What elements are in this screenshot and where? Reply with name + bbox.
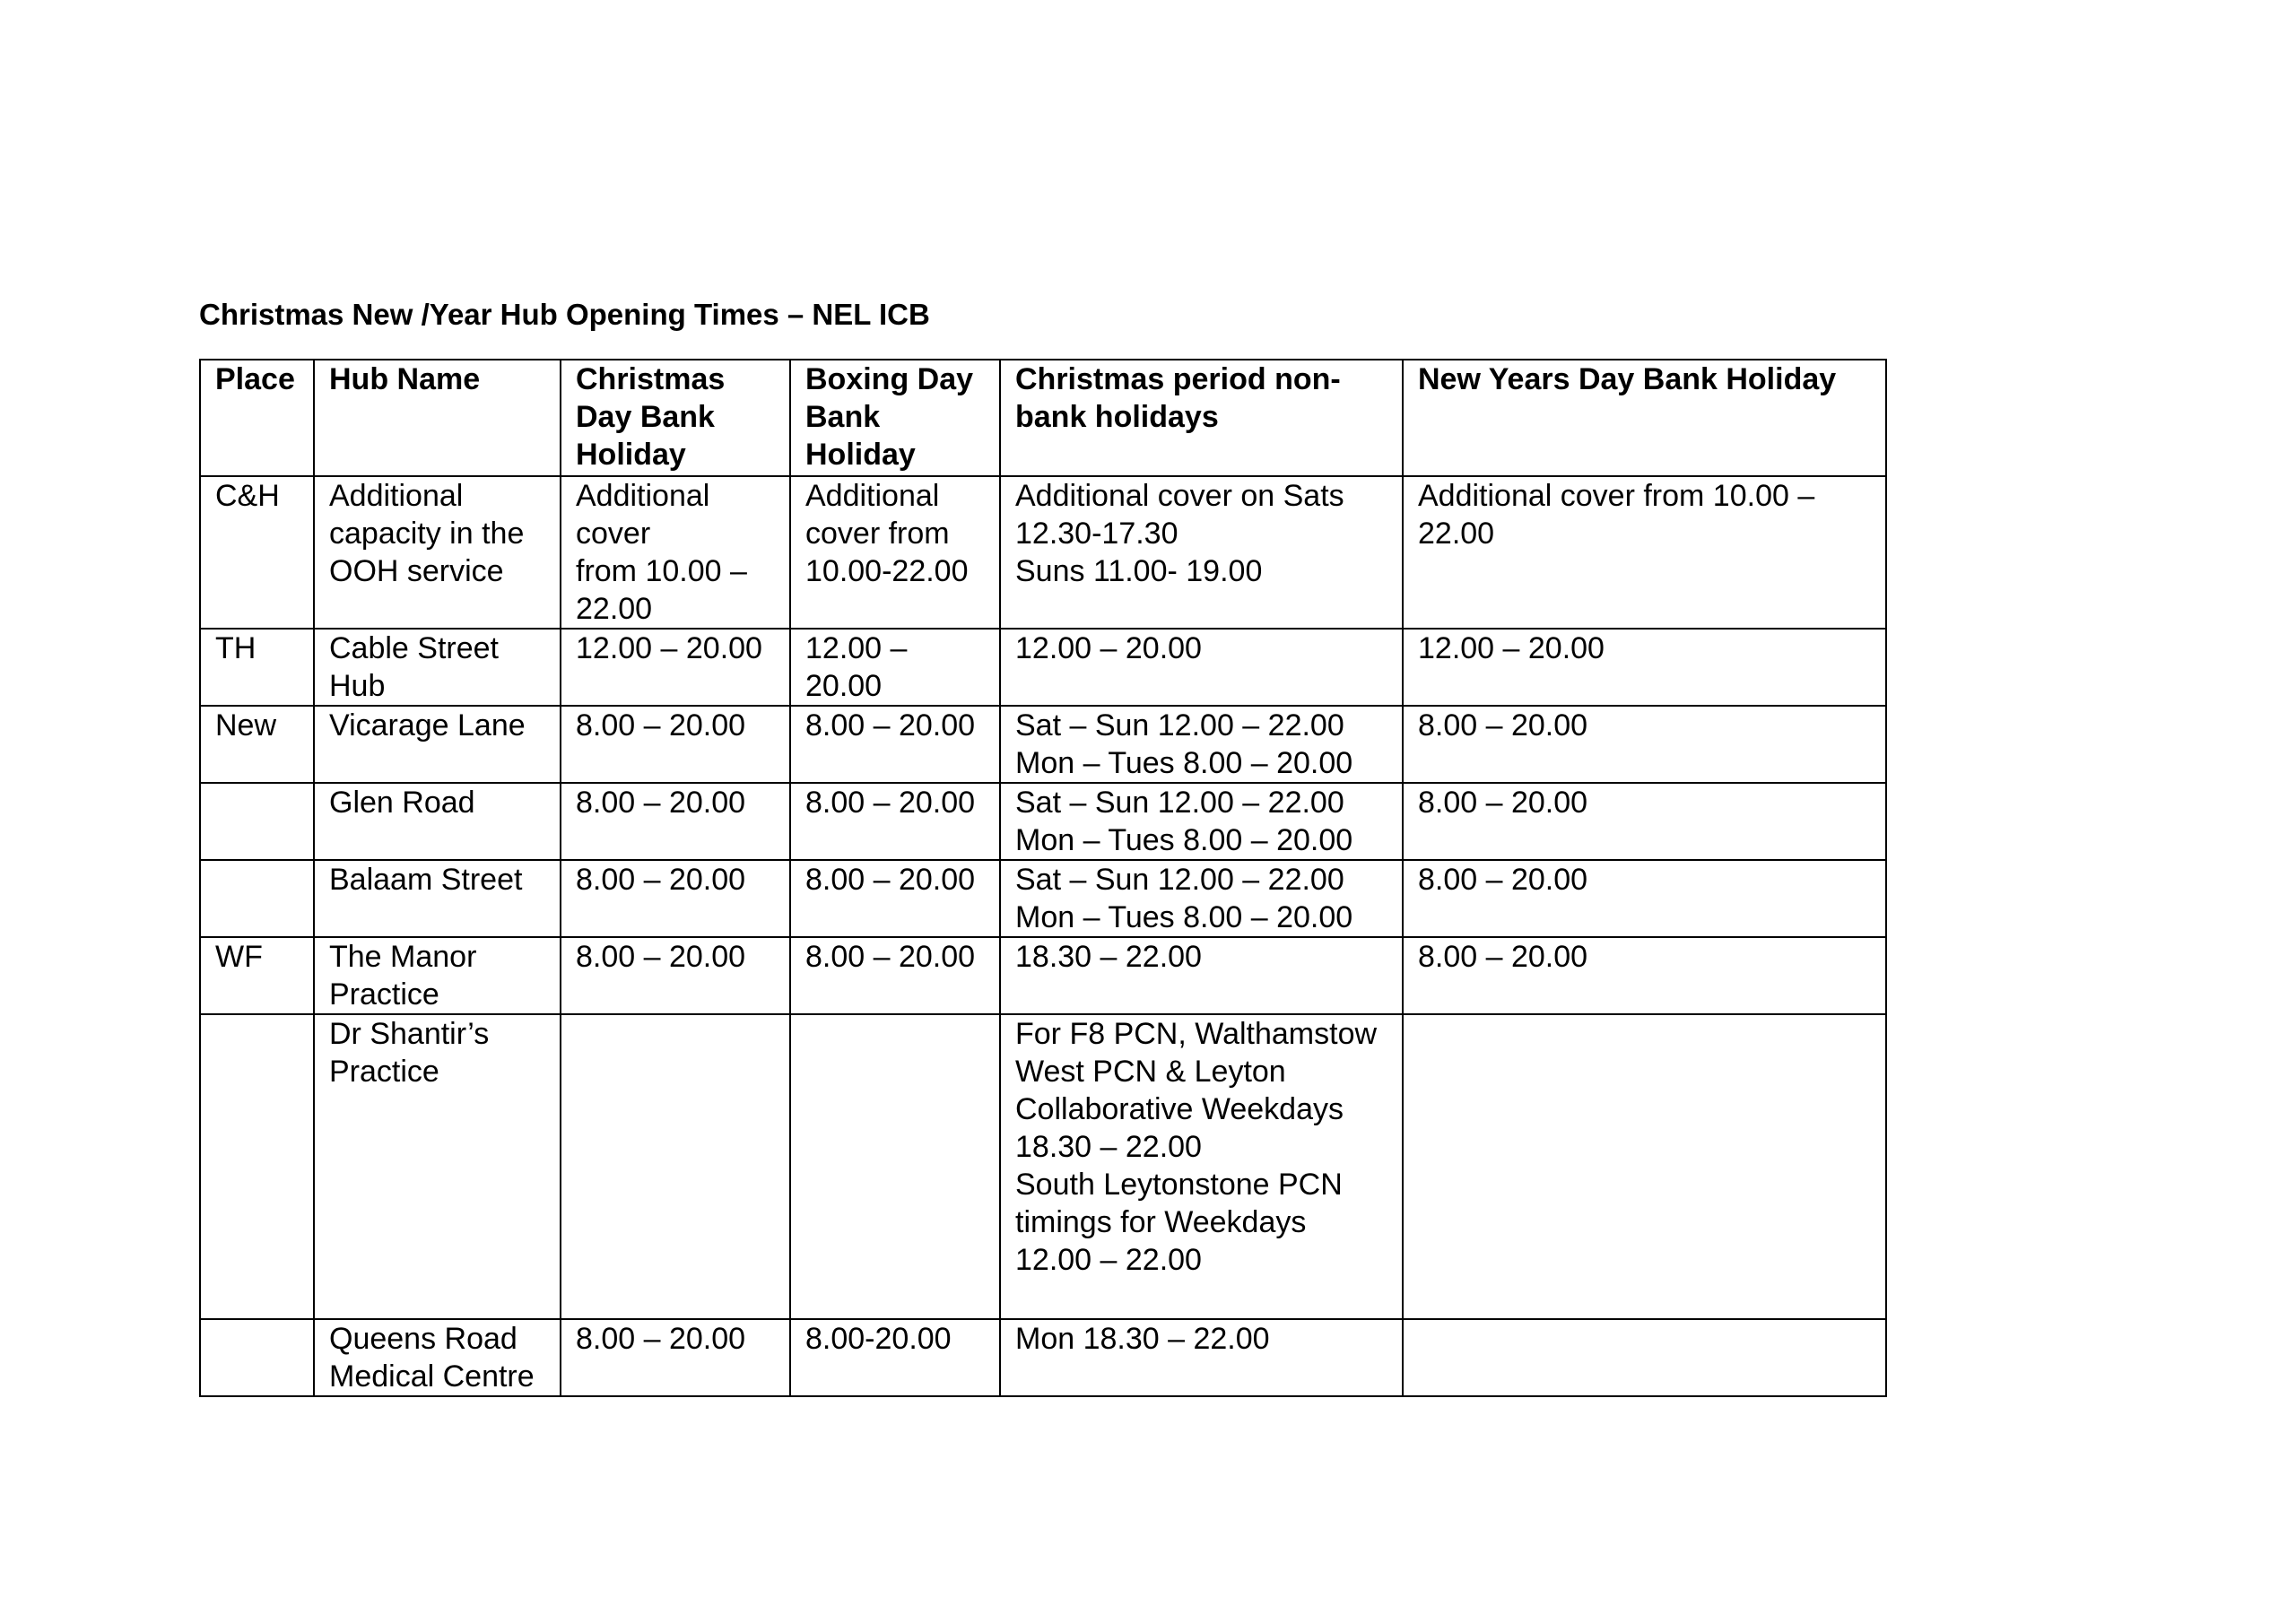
cell-boxing-day: 8.00 – 20.00 bbox=[790, 937, 1000, 1014]
cell-new-years-day: Additional cover from 10.00 – 22.00 bbox=[1403, 476, 1886, 629]
cell-new-years-day bbox=[1403, 1319, 1886, 1396]
header-hub-name: Hub Name bbox=[314, 360, 561, 476]
cell-christmas-period-text: For F8 PCN, Walthamstow West PCN & Leyton Collaborative Weekdays 18.30 – 22.00 South Leytonstone PCN timings for Weekdays 12.00 – 22.00 bbox=[1015, 1017, 1378, 1277]
cell-christmas-period-text: Sat – Sun 12.00 – 22.00 Mon – Tues 8.00 – 20.00 bbox=[1015, 863, 1353, 934]
cell-christmas-period bbox=[1000, 706, 1403, 783]
cell-christmas-period: 12.00 – 20.00 bbox=[1000, 629, 1403, 706]
cell-hub-name: Glen Road bbox=[314, 783, 561, 860]
header-christmas-day: Christmas Day Bank Holiday bbox=[561, 360, 790, 476]
cell-christmas-day: 8.00 – 20.00 bbox=[561, 706, 790, 783]
table-row bbox=[200, 476, 1886, 629]
cell-hub-name: The Manor Practice bbox=[314, 937, 561, 1014]
cell-christmas-day-text: Additional cover from 10.00 – 22.00 bbox=[576, 479, 747, 626]
cell-hub-name: Cable Street Hub bbox=[314, 629, 561, 706]
cell-place: C&H bbox=[200, 476, 314, 629]
cell-christmas-day: 8.00 – 20.00 bbox=[561, 783, 790, 860]
cell-place: New bbox=[200, 706, 314, 783]
cell-place bbox=[200, 860, 314, 937]
cell-new-years-day bbox=[1403, 1014, 1886, 1319]
cell-christmas-period bbox=[1000, 1014, 1403, 1319]
cell-christmas-period-text: Sat – Sun 12.00 – 22.00 Mon – Tues 8.00 – 20.00 bbox=[1015, 786, 1353, 857]
cell-new-years-day: 12.00 – 20.00 bbox=[1403, 629, 1886, 706]
cell-christmas-period: 18.30 – 22.00 bbox=[1000, 937, 1403, 1014]
cell-place: TH bbox=[200, 629, 314, 706]
cell-hub-name: Vicarage Lane bbox=[314, 706, 561, 783]
cell-boxing-day: 8.00 – 20.00 bbox=[790, 706, 1000, 783]
cell-place bbox=[200, 1319, 314, 1396]
cell-hub-name: Additional capacity in the OOH service bbox=[314, 476, 561, 629]
cell-christmas-period bbox=[1000, 783, 1403, 860]
cell-place bbox=[200, 783, 314, 860]
cell-hub-name: Balaam Street bbox=[314, 860, 561, 937]
table-row bbox=[200, 937, 1886, 1014]
table-row bbox=[200, 783, 1886, 860]
cell-hub-name: Dr Shantir’s Practice bbox=[314, 1014, 561, 1319]
cell-boxing-day: 12.00 – 20.00 bbox=[790, 629, 1000, 706]
hub-opening-times-table bbox=[199, 359, 1887, 1397]
cell-new-years-day: 8.00 – 20.00 bbox=[1403, 706, 1886, 783]
cell-christmas-day bbox=[561, 1014, 790, 1319]
cell-christmas-day: 12.00 – 20.00 bbox=[561, 629, 790, 706]
table-row bbox=[200, 1014, 1886, 1319]
cell-christmas-day: 8.00 – 20.00 bbox=[561, 1319, 790, 1396]
cell-place bbox=[200, 1014, 314, 1319]
cell-new-years-day: 8.00 – 20.00 bbox=[1403, 860, 1886, 937]
table-row bbox=[200, 860, 1886, 937]
cell-new-years-day: 8.00 – 20.00 bbox=[1403, 783, 1886, 860]
cell-place: WF bbox=[200, 937, 314, 1014]
cell-boxing-day: 8.00 – 20.00 bbox=[790, 783, 1000, 860]
cell-boxing-day bbox=[790, 1014, 1000, 1319]
cell-boxing-day: 8.00 – 20.00 bbox=[790, 860, 1000, 937]
cell-christmas-period: Mon 18.30 – 22.00 bbox=[1000, 1319, 1403, 1396]
cell-christmas-period-text: Sat – Sun 12.00 – 22.00 Mon – Tues 8.00 – 20.00 bbox=[1015, 708, 1353, 780]
cell-boxing-day: 8.00-20.00 bbox=[790, 1319, 1000, 1396]
cell-christmas-period-text: Additional cover on Sats 12.30-17.30 Suns 11.00- 19.00 bbox=[1015, 479, 1344, 588]
cell-hub-name: Queens Road Medical Centre bbox=[314, 1319, 561, 1396]
cell-christmas-day bbox=[561, 476, 790, 629]
table-row bbox=[200, 629, 1886, 706]
table-row bbox=[200, 1319, 1886, 1396]
cell-boxing-day: Additional cover from 10.00-22.00 bbox=[790, 476, 1000, 629]
table-row bbox=[200, 706, 1886, 783]
table-header-row bbox=[200, 360, 1886, 476]
cell-christmas-period bbox=[1000, 860, 1403, 937]
cell-christmas-day: 8.00 – 20.00 bbox=[561, 860, 790, 937]
cell-new-years-day: 8.00 – 20.00 bbox=[1403, 937, 1886, 1014]
cell-christmas-period bbox=[1000, 476, 1403, 629]
header-new-years-day: New Years Day Bank Holiday bbox=[1403, 360, 1886, 476]
document-title: Christmas New /Year Hub Opening Times – NEL ICB bbox=[199, 298, 930, 331]
header-christmas-period: Christmas period non-bank holidays bbox=[1000, 360, 1403, 476]
cell-christmas-day: 8.00 – 20.00 bbox=[561, 937, 790, 1014]
header-boxing-day: Boxing Day Bank Holiday bbox=[790, 360, 1000, 476]
header-place: Place bbox=[200, 360, 314, 476]
